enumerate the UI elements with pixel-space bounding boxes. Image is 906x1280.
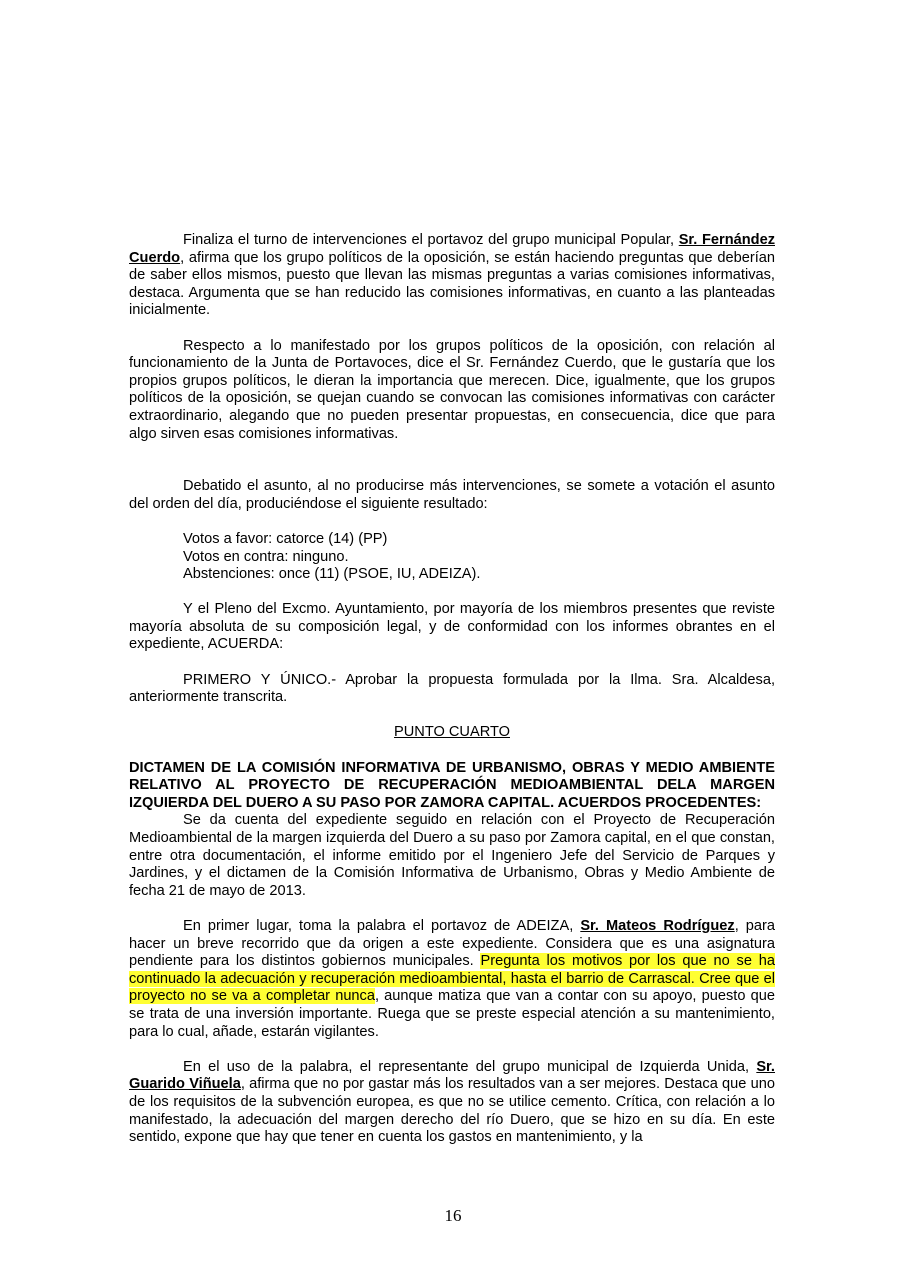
vote-abstentions: Abstenciones: once (11) (PSOE, IU, ADEIZA).	[183, 566, 481, 583]
paragraph-8	[129, 1059, 775, 1147]
paragraph-4: Y el Pleno del Excmo. Ayuntamiento, por mayoría de los miembros presentes que reviste mayoría absoluta de su composición legal, y de conformidad con los informes obrantes en el expediente, ACUERDA:	[129, 601, 775, 653]
paragraph-7-text-end: , aunque matiza que van a contar con su apoyo, puesto que se trata de una inversión importante. Ruega que se preste especial atención a su mantenimiento, para lo cual, añade, estarán vigilantes.	[129, 988, 775, 1040]
paragraph-6: Se da cuenta del expediente seguido en relación con el Proyecto de Recuperación Medioambiental de la margen izquierda del Duero a su paso por Zamora capital, en el que constan, entre otra documentación, el informe emitido por el Ingeniero Jefe del Servicio de Parques y Jardines, y el dictamen de la Comisión Informativa de Urbanismo, Obras y Medio Ambiente de fecha 21 de mayo de 2013.	[129, 812, 775, 899]
paragraph-8-text: En el uso de la palabra, el representante del grupo municipal de Izquierda Unida,	[183, 1058, 757, 1075]
paragraph-1	[129, 232, 775, 320]
paragraph-2: Respecto a lo manifestado por los grupos políticos de la oposición, con relación al funcionamiento de la Junta de Portavoces, dice el Sr. Fernández Cuerdo, que le gustaría que los propios grupos políticos, le dieran la importancia que merecen. Dice, igualmente, que los grupos políticos de la oposición, se quejan cuando se convocan las comisiones informativas con carácter extraordinario, alegando que no pueden presentar propuestas, en consecuencia, dice que para algo sirven esas comisiones informativas.	[129, 337, 775, 442]
section-title: DICTAMEN DE LA COMISIÓN INFORMATIVA DE URBANISMO, OBRAS Y MEDIO AMBIENTE RELATIVO AL PROYECTO DE RECUPERACIÓN MEDIOAMBIENTAL DELA MARGEN IZQUIERDA DEL DUERO A SU PASO POR ZAMORA CAPITAL. ACUERDOS PROCEDENTES:	[129, 759, 775, 811]
paragraph-7-text-cont: , para hacer un breve recorrido que da origen a este expediente. Considera que es una asignatura pendiente para los distintos gobiernos municipales.	[129, 917, 775, 970]
speaker-name: Sr. Guarido Viñuela	[129, 1058, 775, 1093]
vote-favor: Votos a favor: catorce (14) (PP)	[183, 530, 388, 547]
paragraph-3: Debatido el asunto, al no producirse más intervenciones, se somete a votación el asunto del orden del día, produciéndose el siguiente resultado:	[129, 478, 775, 512]
vote-results	[129, 531, 775, 584]
section-heading: PUNTO CUARTO	[394, 724, 510, 741]
paragraph-1-text-cont: , afirma que los grupo políticos de la oposición, se están haciendo preguntas que deberían de saber ellos mismos, puesto que llevan las mismas preguntas a varias comisiones informativas, destaca. Argumenta que se han reducido las comisiones informativas, en cuanto a las planteadas inicialmente.	[129, 249, 775, 319]
paragraph-1-text: Finaliza el turno de intervenciones el portavoz del grupo municipal Popular,	[183, 232, 679, 248]
paragraph-7-text: En primer lugar, toma la palabra el portavoz de ADEIZA,	[183, 917, 581, 934]
paragraph-7	[129, 918, 775, 1041]
speaker-name: Sr. Fernández Cuerdo	[129, 232, 775, 266]
document-body	[129, 232, 775, 1147]
paragraph-5: PRIMERO Y ÚNICO.- Aprobar la propuesta formulada por la Ilma. Sra. Alcaldesa, anteriormente transcrita.	[129, 671, 775, 706]
paragraph-8-text-cont: , afirma que no por gastar más los resultados van a ser mejores. Destaca que uno de los requisitos de la subvención europea, es que no se utilice cemento. Crítica, con relación a lo manifestado, la adecuación del margen derecho del río Duero, que se hizo en su día. En este sentido, expone que hay que tener en cuenta los gastos en mantenimiento, y la	[129, 1076, 775, 1146]
highlighted-text: Pregunta los motivos por los que no se ha continuado la adecuación y recuperación medioambiental, hasta el barrio de Carrascal. Cree que el proyecto no se va a completar nunca	[129, 953, 775, 1005]
page-number: 16	[444, 1206, 462, 1225]
vote-against: Votos en contra: ninguno.	[183, 548, 349, 565]
speaker-name: Sr. Mateos Rodríguez	[580, 917, 735, 934]
